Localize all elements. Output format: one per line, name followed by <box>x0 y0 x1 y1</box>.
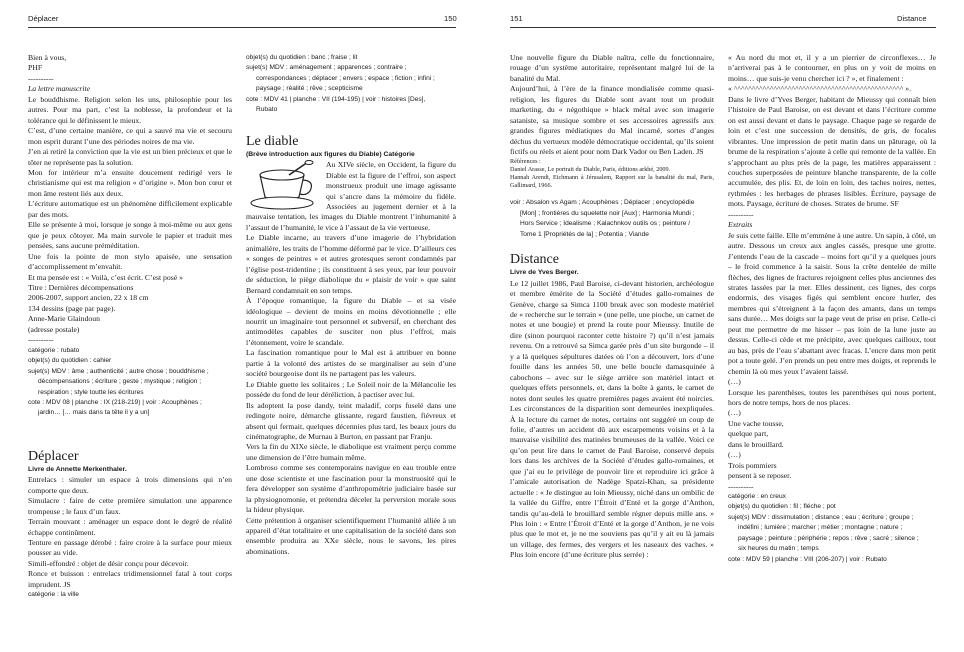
metadata-line: objet(s) du quotidien : cahier <box>28 357 112 365</box>
paragraph: Le bouddhisme. Religion selon les uns, philosophie pour les autres. Pour ma part, c’est la noblesse, la profondeur et la tolérance qui le définissent le mieux. <box>28 94 232 125</box>
entry-metadata <box>246 53 456 116</box>
metadata-line: catégorie : rubato <box>28 346 80 354</box>
paragraph: Une nouvelle figure du Diable naîtra, celle du fonctionnaire, rouage d’un système autoritaire, représentant malgré lui de la banalité du Mal. <box>510 53 714 83</box>
paragraph: Le Diable guette les solitaires ; Le Soleil noir de la Mélancolie les possède du fond de leur déréliction, à pactiser avec lui. <box>246 379 456 400</box>
paragraph: À l’époque romantique, la figure du Diable – et sa visée idéologique – devient de moins en moins dévotionnelle ; elle nourrit un imaginaire tout personnel et subversif, en cherchant des antimodèles capables de susciter non plus l’effroi, mais l’étonnement, voire le scandale. <box>246 296 456 347</box>
column-right-page-2 <box>728 53 936 565</box>
paragraph: Tenture en passage dérobé : faire croire à la surface pour mieux pousser au vide. <box>28 538 232 558</box>
letter-body <box>28 95 232 346</box>
teacup-illustration <box>246 160 320 212</box>
paragraph: Ils adoptent la pose dandy, teint maladif, corps fuselé dans une redingote noire, démarche glissante, regard faustien, fiévreux et absent qui fermait, quelques décennies plus tard, les beaux jours du cinématographe, de Murnau à Burton, en passant par Franju. <box>246 400 456 441</box>
paragraph: Ronce et buisson : entrelacs tridimensionnel fatal à tout corps imprudent. JS <box>28 569 232 589</box>
distance-commentary: Dans le livre d’Yves Berger, habitant de Mieussy qui connaît bien l’histoire de Paul Baroise, on est devant et dans l’écriture comme on est aussi devant et dans le paysage. Chaque page se regarde de loin et c’est une succession de densités, de gris, de focales vibrantes. Une impression de petit matin dans un pâturage, où la brume de la respiration s’ajoute à celle qui remonte de la vallée. En s’approchant au plus près de la page, les matières apparaissent : couches superposées de peinture blanche transparente, de la colle accumulée, des plis. Et, de loin en loin, des taches noires, nettes, rythmées : les herbages de phrases lisibles. Écriture, paysage de mots. Paysage, écriture de choses. Strates de brume. SF <box>728 94 936 209</box>
metadata-line: décompensations ; écriture ; geste ; mystique ; religion ; <box>38 378 202 386</box>
header-rule-right <box>510 27 936 28</box>
metadata-line: [Mon] ; frontières du squelette noir [Aux] ; Harmonia Mundi ; <box>520 209 695 217</box>
paragraph: ---------- <box>728 481 754 491</box>
teacup-icon <box>246 160 320 212</box>
diable-body <box>246 233 456 557</box>
metadata-line: cote : MDV 08 | planche : IX (218-219) | voir : Acouphènes ; <box>28 398 202 406</box>
paragraph: La fascination romantique pour le Mal est à attribuer en bonne partie à la volonté des artistes de se marginaliser au sein d’une société bourgeoise dont ils ne partagent pas les valeurs. <box>246 348 456 379</box>
entry-metadata <box>728 492 936 565</box>
right-running-title: Distance <box>897 14 927 23</box>
paragraph: (…) <box>728 450 741 460</box>
paragraph: Anne-Marie Glaindoun <box>28 314 100 324</box>
header-rule-left <box>28 27 456 28</box>
metadata-line: cote : MDV 59 | planche : VIII (206-207) | voir : Rubato <box>728 555 887 563</box>
entry-subtitle-diable: (Brève introduction aux figures du Diable) Catégorie <box>246 150 415 158</box>
deplacer-body <box>28 475 232 590</box>
metadata-line: sujet(s) MDV : aménagement ; apparences ; contraire ; <box>246 64 407 72</box>
paragraph: Lombroso comme ses contemporains navigue en eau trouble entre une dose scientiste et une fascination pour la monstruosité qui le fera développer son système d’anthropométrie judiciaire basée sur la physiognomonie, et prétendra déceler la perversion morale sous la hideur physique. <box>246 463 456 515</box>
paragraph: Titre : Dernières décompensations <box>28 282 134 292</box>
metadata-line: sujet(s) MDV : dissimulation ; distance ; eau ; écriture ; groupe ; <box>728 513 914 521</box>
paragraph: Une vache tousse, <box>728 418 784 428</box>
separator: ---------- <box>728 209 754 219</box>
metadata-line: correspondances ; déplacer ; envers ; espace ; fiction ; infini ; <box>256 74 435 82</box>
paragraph: quelque part, <box>728 429 769 439</box>
paragraph: (…) <box>728 377 741 387</box>
paragraph: Et ma pensée est : « Voilà, c’est écrit. C’est posé » <box>28 272 183 282</box>
paragraph: Le Diable incarne, au travers d’une imagerie de l’hybridation animalière, les traits de l’homme déformé par le vice. D’ailleurs ces « songes de peintres » et autres grotesques seront condamnés par l’église post-tridentine ; ils constituent à ses yeux, par leur pouvoir de séduction, le piège diabolique du « plaisir de voir » que saint Bernard condamnait en son temps. <box>246 233 456 295</box>
paragraph: 2006-2007, support ancien, 22 x 18 cm <box>28 293 149 303</box>
diable-continued <box>510 53 714 158</box>
paragraph: Terrain mouvant : aménager un espace dont le degré de réalité échappe continûment. <box>28 517 232 537</box>
see-also <box>510 198 714 240</box>
references-list <box>510 166 714 191</box>
paragraph: pensent à se reposer. <box>728 471 792 481</box>
paragraph: Simulacre : faire de cette première simulation une apparence trompeuse ; le faux d’un faux. <box>28 496 232 516</box>
metadata-line: sujet(s) MDV : âme ; authenticité ; autre chose ; bouddhisme ; <box>28 367 209 375</box>
paragraph: (adresse postale) <box>28 324 80 334</box>
paragraph: Cette prétention à organiser scientifiquement l’humanité alliée à un appareil d’état totalitaire et une capitalisation de la société dans son ensemble produira au XXe siècle, nous le savons, les pires abominations. <box>246 515 456 556</box>
paragraph: Une fois la pointe de mon stylo apaisée, une sensation d’accomplissement m’envahit. <box>28 251 232 272</box>
left-running-title: Déplacer <box>28 14 59 23</box>
metadata-line: Rubato <box>256 106 278 114</box>
entry-subtitle-distance: Livre de Yves Berger. <box>510 269 579 277</box>
paragraph: Vers la fin du XIXe siècle, le diabolique est vraiment perçu comme une dimension de l’être humain même. <box>246 442 456 462</box>
right-page-number: 151 <box>510 14 523 23</box>
paragraph: Aujourd’hui, à l’ère de la finance mondialisée comme quasi-religion, les figures du Diable sont avant tout un produit marketing, du « négothique » black métal avec son imagerie sataniste, sa musique sombre et ses accessoires agressifs aux grandes figures médiatiques du Mal incarné, sortes d’anges déchus du vertueux modèle démocratique occidental, qu’ils soient fictifs ou réels et aient pour nom Dark Vador ou Ben Laden. JS <box>510 84 714 157</box>
metadata-line: cote : MDV 41 | planche : VII (194-195) | voir : histoires [Des], <box>246 95 426 103</box>
left-page-number: 150 <box>444 14 457 23</box>
paragraph: Mon for intérieur m’a ensuite doucement redirigé vers le christianisme qui est ma religion « d’origine ». Mon bon cœur et mon âme restent liés aux deux. <box>28 167 232 198</box>
paragraph: Entrelacs : simuler un espace à trois dimensions qui n’en comporte que deux. <box>28 475 232 495</box>
column-right-page-1 <box>510 53 714 561</box>
diable-intro: Au XIVe siècle, en Occident, la figure du Diable est la figure de l’effroi, son aspect monstrueux produit une image agissante qui s’ancre dans la mémoire du fidèle. Associées au jugement dernier et à la mauvaise tentation, les images du Diable montrent l’inhumanité à l’assaut de l’humanité, le vice à l’assaut de la vie vertueuse. <box>246 160 456 232</box>
letter-signoff <box>28 53 232 84</box>
paragraph: ---------- <box>28 335 54 345</box>
entry-subtitle-deplacer: Livre de Annette Merkenthaler. <box>28 465 127 473</box>
paragraph: 134 dessins (page par page). <box>28 303 116 313</box>
metadata-line: respiration ; style toutte les écritures <box>38 388 144 396</box>
paragraph: PHF <box>28 63 43 73</box>
paragraph: Lorsque les parenthèses, toutes les parenthèses qui nous portent, hors de notre temps, hors de nos places. <box>728 387 936 407</box>
paragraph: Trois pommiers <box>728 460 777 470</box>
paragraph: (…) <box>728 408 741 418</box>
paragraph: L’écriture automatique est un phénomène difficilement explicable par des mots. <box>28 199 232 219</box>
paragraph: Elle se présente à moi, lorsque je songe à moi-même ou aux gens que je peux côtoyer. Ma main survole le papier et traduit mes pensées, sans aucune préméditation. <box>28 220 232 251</box>
letter-source: La lettre manuscrite <box>28 84 91 94</box>
distance-body: Le 12 juillet 1986, Paul Baroise, ci-devant historien, archéologue et membre émérite de la Société d’études gallo-romaines de Genève, charge sa Simca 1100 break avec son modeste matériel de « recherche sur le terrain » (une pelle, une pioche, un carnet de notes et une bougie) et prend la route pour Mieussy. Inutile de dire (sinon pourquoi raconter cette histoire ?) qu’il n’est jamais revenu. On a retrouvé sa Simca garée près d’un site burgonde – il y a là quelques sépultures datées où l’on a découvert, lors d’une fouille dans les années 50, une belle boucle damasquinée à cabochons – avec sur le siège arrière son matériel intact et quelques effets personnels, et, dans la boîte à gants, le carnet de notes dont seules les quatre premières pages avaient été noircies. Les circonstances de la disparition sont demeurées inexpliquées. À la lecture du carnet de notes, certains ont suggéré un coup de folie, d’autres un accident dû aux escarpements voisins et à la mauvaise visibilité des matinées brumeuses de la vallée. Voici ce qu’on peut lire dans le carnet de Paul Baroise, conservé depuis lors dans les archives de la Société d’études gallo-romaines, et que j’ai eu le privilège de pouvoir lire et reproduire ici grâce à l’amicale autorisation de Nadège Spatzi-Khan, sa présidente actuelle : « Je distingue au loin Mieussy, niché dans un ombilic de la vallée du Giffre, entre l’Étroit d’Enté et la gorge d’Anthon, tandis qu’au-delà le brouillard semble régner depuis mille ans. » Plus loin : « Entre l’Étroit d’Enté et la gorge d’Anthon, je ne vois plus que le mot et, je ne me souviens pas qu’il y ait eu là jamais un village, des fermes, des vergers et les naseaux des vaches. » Plus loin encore (d’une écriture plus serrée) : <box>510 278 714 560</box>
column-left-page-2 <box>246 53 456 557</box>
column-left-page-1 <box>28 53 232 601</box>
distance-quote: « Au nord du mot et, il y a un pierrier de circonflexes… Je n’arriverai pas à le contourner, en plus on y voit de moins en moins… que suis-je venu chercher ici ? », et finalement : <box>728 53 936 83</box>
metadata-line: objet(s) du quotidien : banc ; fraise ; lit <box>246 54 358 61</box>
entry-heading-diable: Le diable <box>246 133 299 149</box>
metadata-line: Hors Service ; Idealisme ; Kalachnkov outils os ; peinture / <box>520 220 691 228</box>
metadata-line: catégorie : en creux <box>728 493 786 501</box>
extracts-label: Extraits <box>728 220 753 230</box>
paragraph: Hannah Arendt, Eichmann à Jérusalem, Rapport sur la banalité du mal, Paris, Gallimard, 1966. <box>510 173 714 190</box>
entry-heading-deplacer: Déplacer <box>28 448 79 464</box>
circumflex-line: « ^^^^^^^^^^^^^^^^^^^^^^^^^^^^^^^^^^^^^^^^^^^^^^^ ». <box>728 84 911 94</box>
entry-heading-distance: Distance <box>510 252 559 268</box>
paragraph: ---------- <box>28 73 54 83</box>
deplacer-category: catégorie : la ville <box>28 591 79 599</box>
metadata-line: indéfini ; lumière ; marcher ; métier ; montagne ; nature ; <box>738 524 903 532</box>
paragraph: Simili-effondré : objet de désir conçu pour décevoir. <box>28 558 189 568</box>
paragraph: C’est, d’une certaine manière, ce qui a sauvé ma vie et secouru mon esprit durant l’une des périodes noires de ma vie. <box>28 126 232 146</box>
paragraph: dans le brouillard. <box>728 439 784 449</box>
paragraph: Bien à vous, <box>28 53 67 62</box>
metadata-line: paysage ; peinture ; périphérie ; repos ; rêve ; sacré ; silence ; <box>738 534 919 542</box>
metadata-line: objet(s) du quotidien : fil ; fléche ; pot <box>728 503 836 511</box>
metadata-line: Tome 1 [Propriétés de la] ; Potentia ; Viande <box>520 230 649 238</box>
extract-lines <box>728 377 936 492</box>
metadata-line: six heures du matin ; temps <box>738 545 819 553</box>
metadata-line: paysage ; réalité ; rêve ; scepticisme <box>256 85 363 93</box>
entry-metadata <box>28 346 232 419</box>
paragraph: J’en ai retiré la conviction que la vie est un bien précieux et que le tôter ne représente pas la solution. <box>28 147 232 167</box>
paragraph: Daniel Arasse, Le portrait du Diable, Paris, éditions arkhé, 2009. <box>510 165 671 173</box>
references-label: Références : <box>510 157 541 165</box>
metadata-line: voir : Absalon vs Agam ; Acouphènes ; Déplacer ; encyclopédie <box>510 199 695 207</box>
extract-text: Je suis cette faille. Elle m’emmène à une autre. Un sapin, à côté, un autre. Dessous un creux aux angles cassés, presque une grotte. J’entends l’eau de la cascade – moins fort qu’il y a quelques jours – le froid commence à la saisir. Sous la crête dentelée de mille flèches, des lignes de fractures rejoignent celles plus anciennes des strates lassées par la mer. Elles dessinent, ces lignes, des corps endormis, des visages figés qui semblent encore hurler, des membres qui s’étreignent à la façon des amants, dans un temps sans durée… Mes doigts sur la page veut de prise en prise. Celle-ci peut me permettre de me hisser – pas loin de la lune juste au dessus. Celle-ci cède et me précipite, avec quelques cailloux, tout au bas, près de l’eau s’abattant avec fracas. L’encre dans mon petit pot a toute gelé. J’en prends un peu entre mes doigts, et reprends le chemin là où mes yeux l’avaient laissé. <box>728 230 936 376</box>
metadata-line: jardin… [… mais dans ta tête il y a un] <box>38 409 150 417</box>
